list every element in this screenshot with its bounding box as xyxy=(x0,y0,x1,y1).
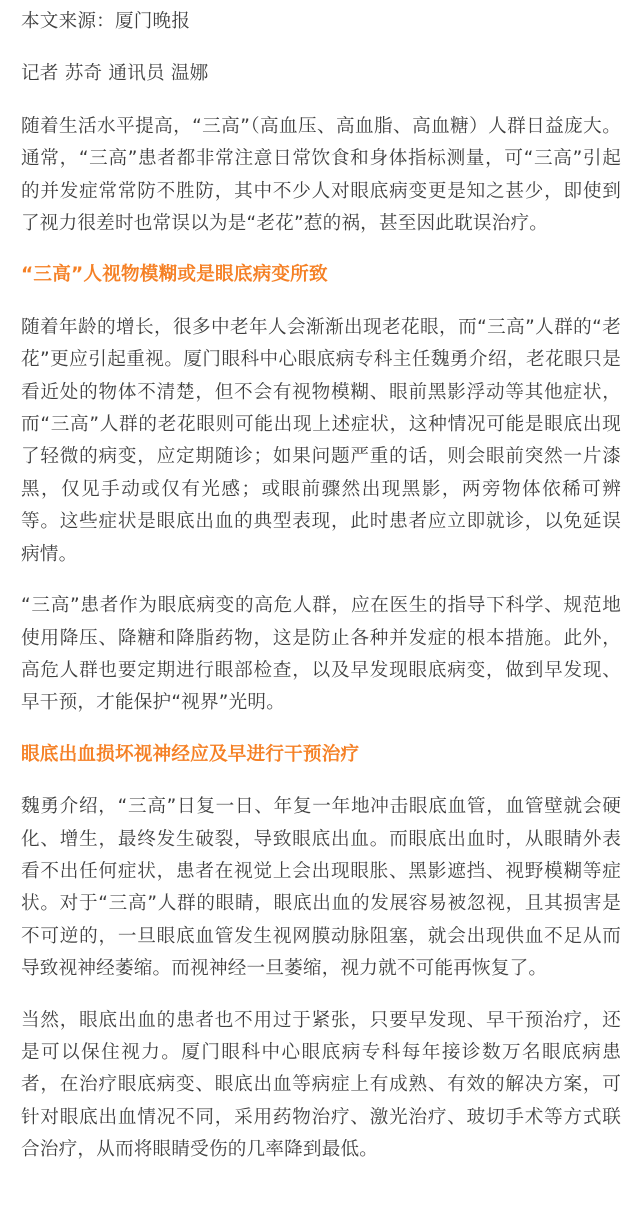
article-byline: 记者 苏奇 通讯员 温娜 xyxy=(21,63,209,85)
section-heading-fundus-bleeding: 眼底出血损坏视神经应及早进行干预治疗 xyxy=(21,743,360,765)
article-source: 本文来源：厦门晚报 xyxy=(21,11,191,32)
section-1-paragraph-2: “三高”患者作为眼底病变的高危人群，应在医生的指导下科学、规范地使用降压、降糖和降脂药物，这是防止各种并发症的根本措施。此外，高危人群也要定期进行眼部检查，以及早发现眼底病变，做到早发现、早干预，才能保护“视界”光明。 xyxy=(21,595,621,714)
article-body xyxy=(21,6,621,1186)
section-2-paragraph-1: 魏勇介绍，“三高”日复一日、年复一年地冲击眼底血管，血管壁就会硬化、增生，最终发生破裂，导致眼底出血。而眼底出血时，从眼睛外表看不出任何症状，患者在视觉上会出现眼胀、黑影遮挡、视野模糊等症状。对于“三高”人群的眼睛，眼底出血的发展容易被忽视，且其损害是不可逆的，一旦眼底血管发生视网膜动脉阻塞，就会出现供血不足从而导致视神经萎缩。而视神经一旦萎缩，视力就不可能再恢复了。 xyxy=(21,796,621,980)
section-1-paragraph-1: 随着年龄的增长，很多中老年人会渐渐出现老花眼，而“三高”人群的“老花”更应引起重视。厦门眼科中心眼底病专科主任魏勇介绍，老花眼只是看近处的物体不清楚，但不会有视物模糊、眼前黑影浮动等其他症状，而“三高”人群的老花眼则可能出现上述症状，这种情况可能是眼底出现了轻微的病变，应定期随诊；如果问题严重的话，则会眼前突然一片漆黑，仅见手动或仅有光感；或眼前骤然出现黑影，两旁物体依稀可辨等。这些症状是眼底出血的典型表现，此时患者应立即就诊，以免延误病情。 xyxy=(21,316,621,565)
section-2-paragraph-2: 当然，眼底出血的患者也不用过于紧张，只要早发现、早干预治疗，还是可以保住视力。厦门眼科中心眼底病专科每年接诊数万名眼底病患者，在治疗眼底病变、眼底出血等病症上有成熟、有效的解决方案，可针对眼底出血情况不同，采用药物治疗、激光治疗、玻切手术等方式联合治疗，从而将眼睛受伤的几率降到最低。 xyxy=(21,1009,621,1161)
intro-paragraph: 随着生活水平提高，“三高”（高血压、高血脂、高血糖）人群日益庞大。通常，“三高”患者都非常注意日常饮食和身体指标测量，可“三高”引起的并发症常常防不胜防，其中不少人对眼底病变更是知之甚少，即使到了视力很差时也常误以为是“老花”惹的祸，甚至因此耽误治疗。 xyxy=(21,115,621,235)
section-heading-vision-blur: “三高”人视物模糊或是眼底病变所致 xyxy=(21,264,328,286)
